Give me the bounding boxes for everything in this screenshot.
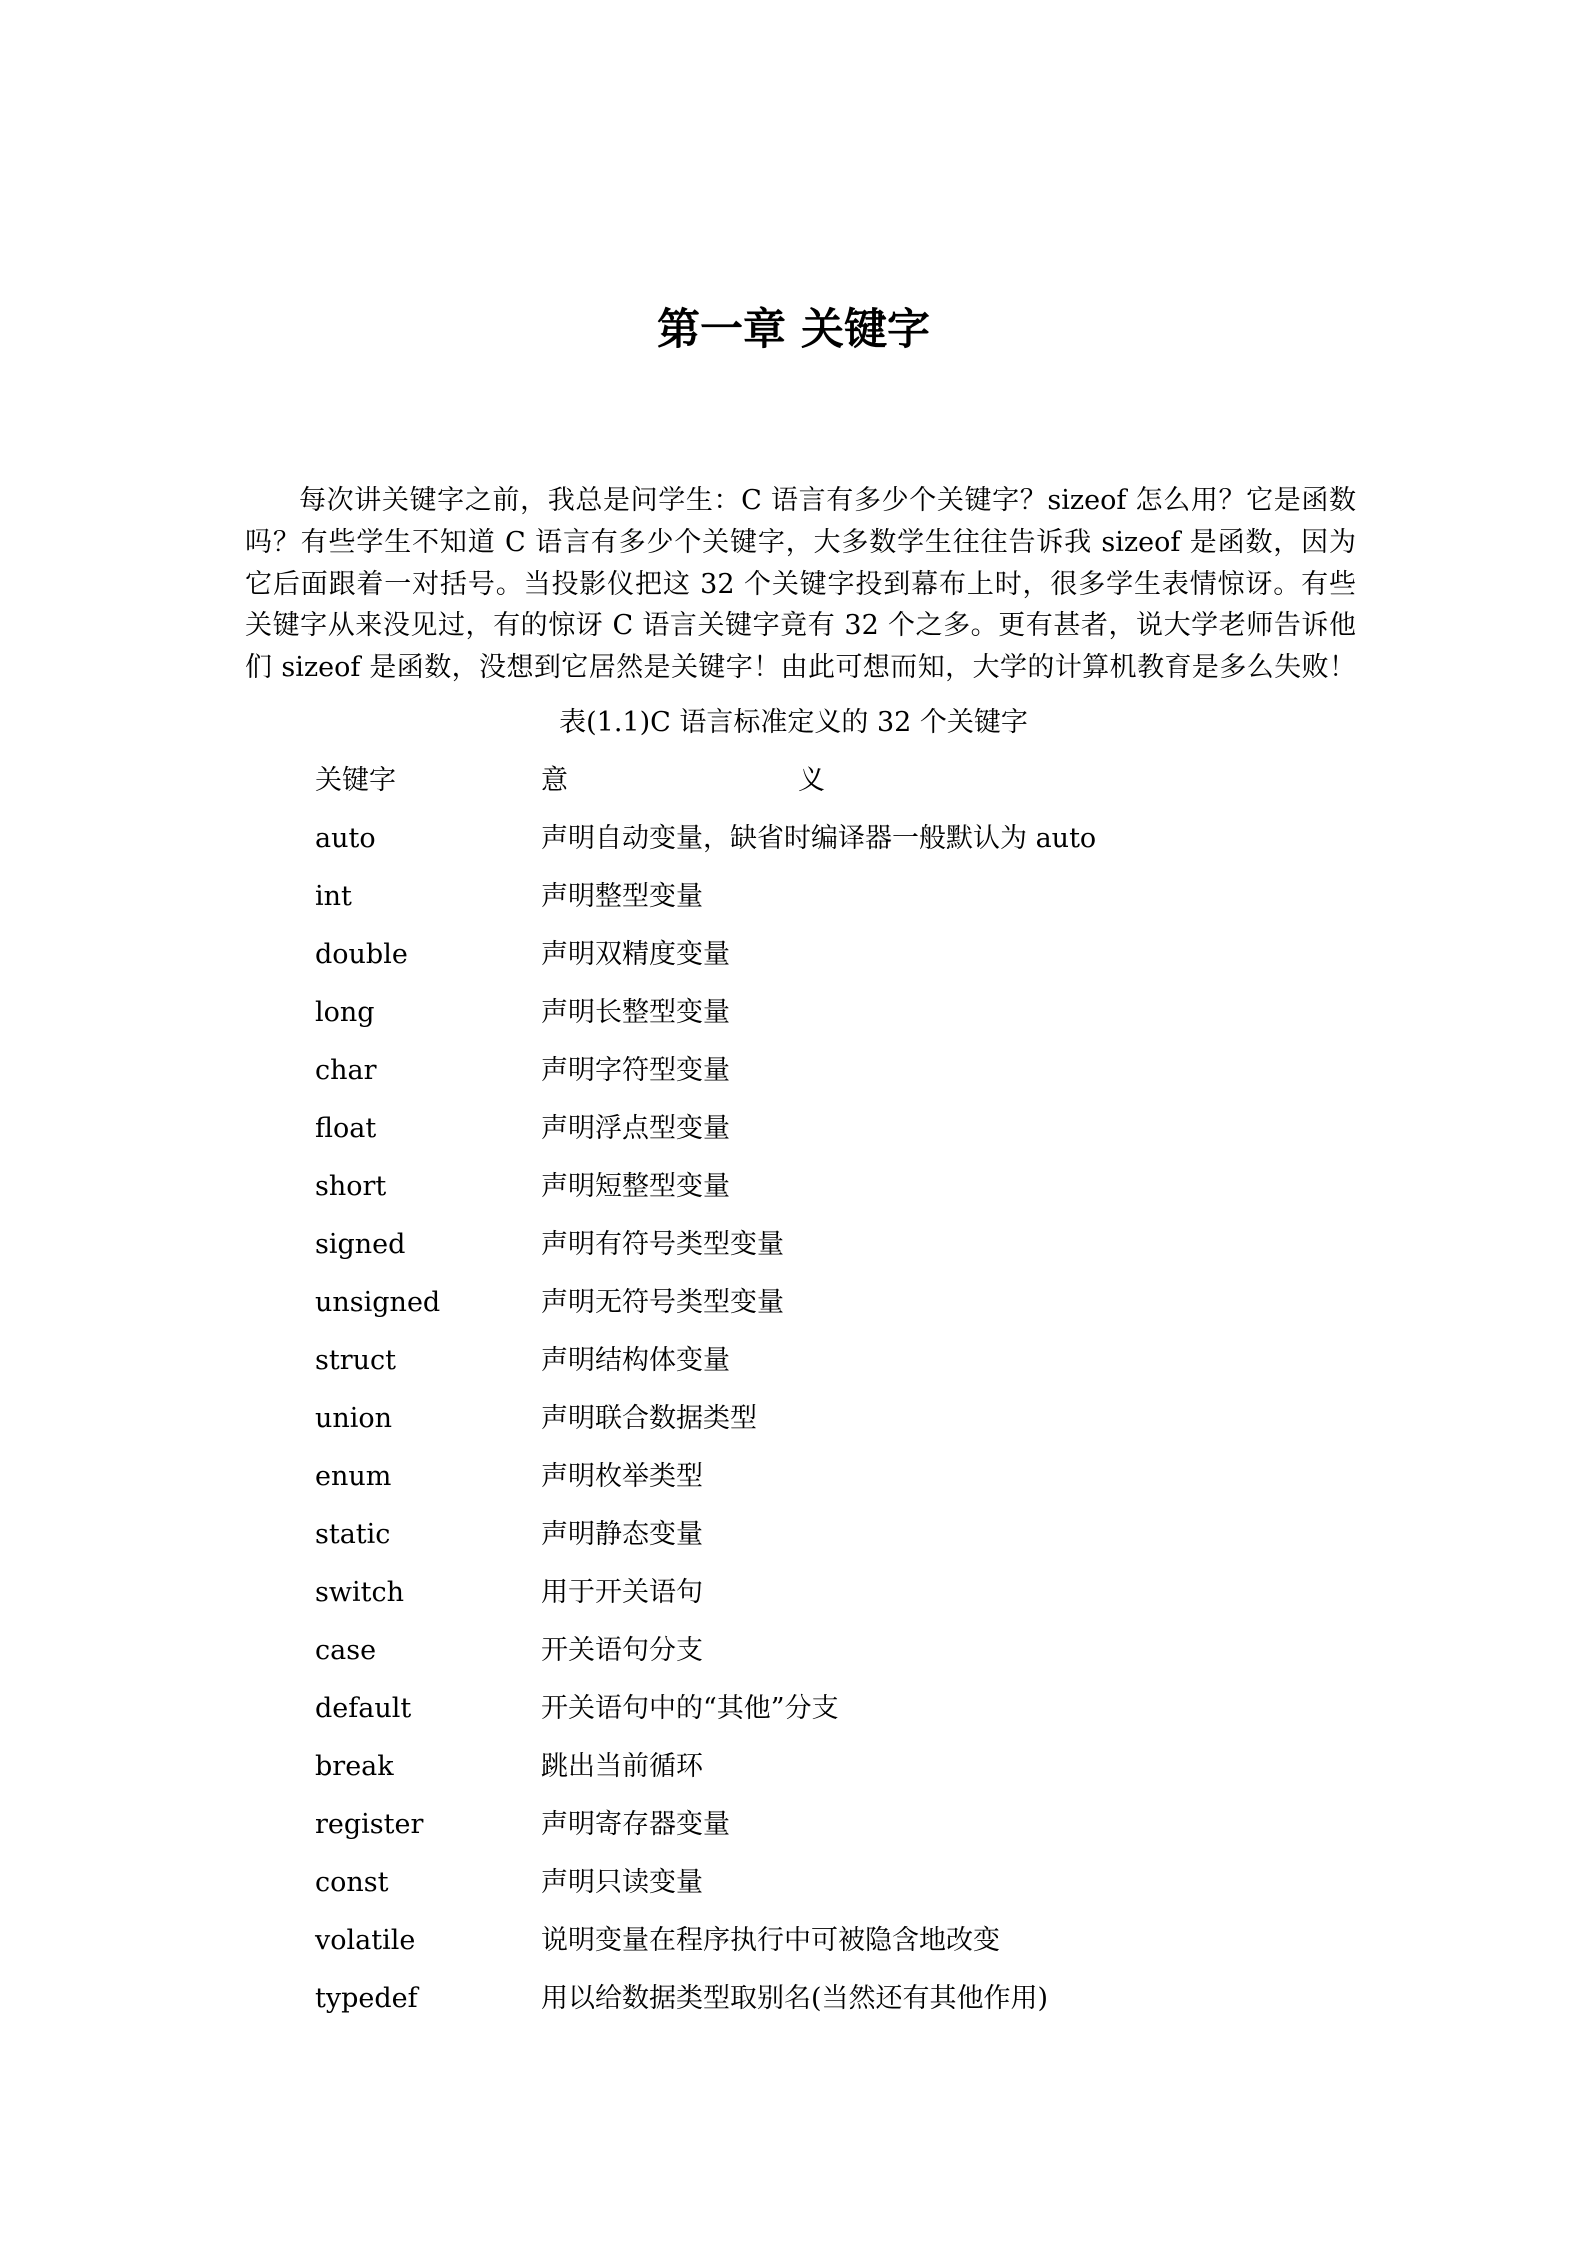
table-row [315,1863,1415,1921]
paragraph-line: 关键字从来没见过，有的惊讶 C 语言关键字竟有 32 个之多。更有甚者，说大学老师告诉他 [245,610,1356,642]
keyword-cell: const [315,1866,389,1898]
keyword-cell: int [315,880,352,912]
meaning-cell: 声明短整型变量 [541,1170,730,1202]
table-row [315,1921,1415,1979]
table-row [315,1051,1415,1109]
keyword-cell: volatile [315,1924,416,1956]
meaning-cell: 声明结构体变量 [541,1344,730,1376]
meaning-cell: 跳出当前循环 [541,1750,703,1782]
meaning-cell: 声明自动变量，缺省时编译器一般默认为 auto [541,822,1097,854]
keyword-cell: case [315,1634,377,1666]
table-row [315,1457,1415,1515]
keyword-cell: double [315,938,408,970]
meaning-cell: 说明变量在程序执行中可被隐含地改变 [541,1924,1000,1956]
meaning-cell: 声明有符号类型变量 [541,1228,784,1260]
meaning-cell: 声明浮点型变量 [541,1112,730,1144]
keyword-cell: auto [315,822,376,854]
table-header [315,761,1415,819]
meaning-cell: 开关语句中的“其他”分支 [541,1692,839,1724]
table-row [315,1341,1415,1399]
meaning-cell: 声明无符号类型变量 [541,1286,784,1318]
table-row [315,1979,1415,2037]
table-row [315,1573,1415,1631]
keyword-cell: unsigned [315,1286,441,1318]
meaning-cell: 声明联合数据类型 [541,1402,757,1434]
keyword-cell: short [315,1170,387,1202]
keyword-cell: long [315,996,375,1028]
keyword-cell: float [315,1112,377,1144]
table-row [315,1747,1415,1805]
paragraph-line: 吗？有些学生不知道 C 语言有多少个关键字，大多数学生往往告诉我 sizeof 是函数，因为 [245,526,1356,558]
meaning-cell: 声明长整型变量 [541,996,730,1028]
keyword-cell: typedef [315,1982,418,2014]
table-row [315,1109,1415,1167]
meaning-cell: 声明只读变量 [541,1866,703,1898]
table-row [315,1167,1415,1225]
table-row [315,1805,1415,1863]
meaning-cell: 声明枚举类型 [541,1460,703,1492]
intro-paragraph [245,480,1356,689]
keyword-cell: struct [315,1344,396,1376]
table-caption: 表(1.1)C 语言标准定义的 32 个关键字 [559,706,1028,738]
keyword-cell: signed [315,1228,406,1260]
meaning-cell: 用以给数据类型取别名(当然还有其他作用) [541,1982,1049,2014]
keyword-cell: static [315,1518,391,1550]
meaning-cell: 用于开关语句 [541,1576,703,1608]
meaning-cell: 声明整型变量 [541,880,703,912]
keyword-cell: union [315,1402,393,1434]
table-row [315,1225,1415,1283]
chapter-title: 第一章 关键字 [657,305,930,355]
paragraph-line: 它后面跟着一对括号。当投影仪把这 32 个关键字投到幕布上时，很多学生表情惊讶。有些 [245,568,1356,600]
meaning-cell: 声明寄存器变量 [541,1808,730,1840]
keyword-cell: register [315,1808,424,1840]
meaning-cell: 开关语句分支 [541,1634,703,1666]
table-row [315,1515,1415,1573]
table-row [315,935,1415,993]
keyword-cell: char [315,1054,377,1086]
table-row [315,1631,1415,1689]
keyword-cell: default [315,1692,412,1724]
table-row [315,1689,1415,1747]
table-row [315,1283,1415,1341]
meaning-cell: 声明双精度变量 [541,938,730,970]
header-meaning-2: 义 [798,764,825,796]
header-meaning-1: 意 [541,764,568,796]
keyword-cell: enum [315,1460,392,1492]
header-meaning [541,761,1415,819]
paragraph-line: 们 sizeof 是函数，没想到它居然是关键字！由此可想而知，大学的计算机教育是多么失败！ [245,652,1356,684]
paragraph-line: 每次讲关键字之前，我总是问学生：C 语言有多少个关键字？sizeof 怎么用？它是函数 [299,485,1356,516]
table-row [315,877,1415,935]
meaning-cell: 声明静态变量 [541,1518,703,1550]
header-keyword: 关键字 [315,764,396,796]
keyword-table [315,761,1415,2037]
keyword-cell: break [315,1750,394,1782]
keyword-cell: switch [315,1576,404,1608]
table-row [315,993,1415,1051]
meaning-cell: 声明字符型变量 [541,1054,730,1086]
table-row [315,1399,1415,1457]
table-row [315,819,1415,877]
